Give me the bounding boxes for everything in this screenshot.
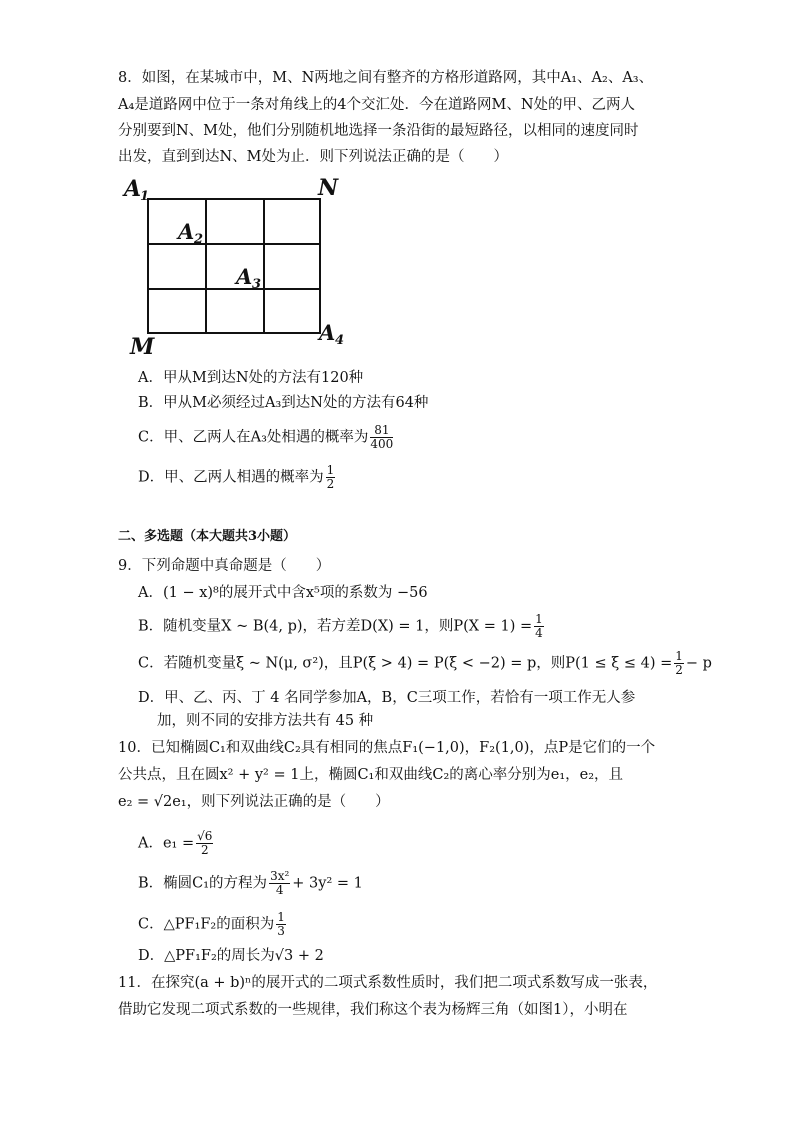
grid-lines [148, 199, 320, 333]
denominator: 4 [535, 626, 543, 640]
q8-line-2: A₄是道路网中位于一条对角线上的4个交汇处．今在道路网M、N处的甲、乙两人 [118, 97, 636, 113]
label-a3-sub: 3 [252, 277, 262, 292]
q10-line-2: 公共点，且在圆x² + y² = 1上，椭圆C₁和双曲线C₂的离心率分别为e₁，e₂，且 [118, 767, 624, 783]
numerator: 1 [535, 612, 543, 626]
fraction [276, 911, 286, 938]
q10-option-b [138, 870, 363, 897]
q9-option-a: A．(1 − x)⁸的展开式中含x⁵项的系数为 −56 [138, 585, 428, 601]
q8-option-c-text: C．甲、乙两人在A₃处相遇的概率为 [138, 429, 369, 446]
q11-line-1: 11．在探究(a + b)ⁿ的展开式的二项式系数性质时，我们把二项式系数写成一张表， [118, 975, 658, 991]
q8-option-c [138, 424, 395, 451]
denominator: 4 [275, 883, 284, 897]
denominator: 2 [326, 477, 335, 491]
q10-option-a-text: A．e₁ = [138, 835, 195, 852]
label-a3: A [236, 264, 253, 289]
q10-option-c [138, 911, 288, 938]
label-a4-sub: 4 [335, 333, 345, 348]
q10-option-d: D．△PF₁F₂的周长为√3 + 2 [138, 948, 324, 964]
fraction [534, 613, 544, 640]
q8-option-a: A．甲从M到达N处的方法有120种 [138, 370, 364, 386]
fraction [674, 650, 684, 677]
q10-option-a [138, 830, 215, 857]
denominator: 3 [277, 924, 285, 938]
q8-line-1: 8．如图，在某城市中，M、N两地之间有整齐的方格形道路网，其中A₁、A₂、A₃、 [118, 70, 654, 86]
q8-option-b: B．甲从M必须经过A₃到达N处的方法有64种 [138, 395, 429, 411]
label-a1-sub: 1 [140, 189, 150, 204]
label-a2-sub: 2 [194, 232, 204, 247]
numerator: 81 [370, 424, 393, 438]
q9-option-d-line-1: D．甲、乙、丙、丁 4 名同学参加A，B，C三项工作，若恰有一项工作无人参 [138, 690, 636, 706]
q9-option-d-line-2: 加，则不同的安排方法共有 45 种 [157, 713, 374, 729]
numerator: 1 [675, 649, 683, 663]
numerator: 3x² [270, 869, 290, 883]
denominator: 2 [675, 663, 683, 677]
fraction [370, 424, 393, 451]
q8-option-d [138, 464, 337, 491]
q9-option-c-tail: − p [685, 655, 712, 672]
fraction [196, 830, 213, 857]
q10-line-1: 10．已知椭圆C₁和双曲线C₂具有相同的焦点F₁(−1,0)，F₂(1,0)，点P是它们的一个 [118, 740, 656, 756]
q10-option-c-text: C．△PF₁F₂的面积为 [138, 916, 275, 933]
q9-option-b-text: B．随机变量X ~ B(4, p)，若方差D(X) = 1，则P(X = 1) = [138, 618, 533, 635]
denominator: 400 [370, 437, 394, 451]
label-n: N [318, 175, 339, 201]
label-a1: A [124, 176, 142, 202]
fraction [269, 870, 290, 897]
q8-option-d-text: D．甲、乙两人相遇的概率为 [138, 469, 324, 486]
label-a2: A [178, 219, 195, 244]
section-heading-multiple-choice: 二、多选题（本大题共3小题） [118, 529, 297, 544]
numerator: 1 [277, 910, 285, 924]
label-a4: A [319, 320, 336, 345]
q8-line-3: 分别要到N、M处，他们分别随机地选择一条沿街的最短路径，以相同的速度同时 [118, 123, 639, 139]
fraction [326, 464, 336, 491]
q8-line-4: 出发，直到到达N、M处为止．则下列说法正确的是（ ） [118, 149, 509, 165]
q9-option-c-text: C．若随机变量ξ ~ N(μ, σ²)，且P(ξ > 4) = P(ξ < −2) = p，则P(1 ≤ ξ ≤ 4) = [138, 655, 673, 672]
q9-option-c [138, 650, 712, 677]
q9-stem: 9．下列命题中真命题是（ ） [118, 558, 331, 574]
numerator: √6 [197, 829, 213, 843]
q11-line-2: 借助它发现二项式系数的一些规律，我们称这个表为杨辉三角（如图1），小明在 [118, 1002, 628, 1018]
q10-option-b-tail: + 3y² = 1 [292, 875, 363, 892]
label-m: M [130, 334, 155, 360]
denominator: 2 [200, 843, 209, 857]
q10-line-3: e₂ = √2e₁，则下列说法正确的是（ ） [118, 794, 390, 810]
numerator: 1 [326, 463, 335, 477]
q9-option-b [138, 613, 546, 640]
q10-option-b-text: B．椭圆C₁的方程为 [138, 875, 268, 892]
